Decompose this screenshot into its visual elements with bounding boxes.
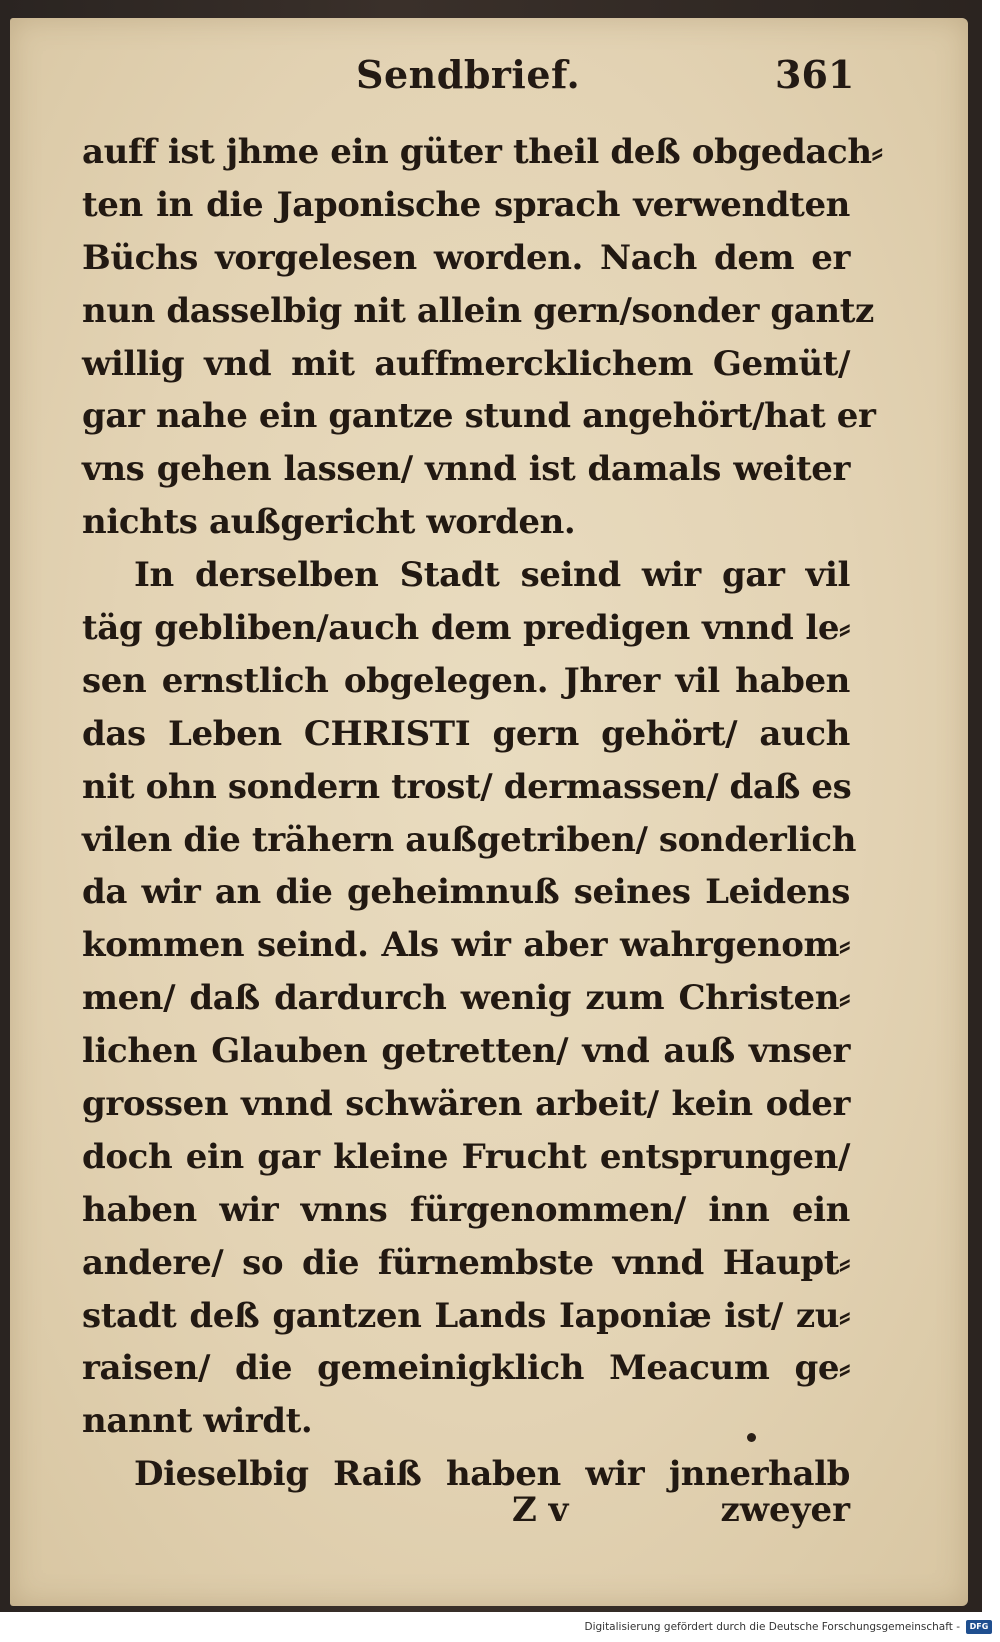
text-line: grossen vnnd schwären arbeit/ kein oder [82,1084,850,1125]
text-line: nannt wirdt. [82,1401,313,1442]
text-line: men/ daß dardurch wenig zum Christen⸗ [82,978,850,1019]
text-line: nichts außgericht worden. [82,502,576,543]
page-number: 361 [775,52,855,97]
text-line: das Leben CHRISTI gern gehört/ auch [82,713,850,754]
text-line: Büchs vorgelesen worden. Nach dem er [82,237,850,278]
running-head: Sendbrief. [356,52,581,97]
text-line: nun dasselbig nit allein gern/sonder gantz [82,290,874,331]
text-line: täg gebliben/auch dem predigen vnnd le⸗ [82,608,850,649]
text-line: haben wir vnns fürgenommen/ inn ein [82,1189,850,1230]
text-line: vilen die trähern außgetriben/ sonderlich [82,819,857,860]
text-line: Dieselbig Raiß haben wir jnnerhalb [134,1454,850,1495]
footer-line [410,1490,850,1542]
text-line: ten in die Japonische sprach verwendten [82,184,850,225]
text-line: doch ein gar kleine Frucht entsprungen/ [82,1136,850,1177]
signature-mark: Z v [512,1490,569,1530]
text-line: da wir an die geheimnuß seines Leidens [82,872,850,913]
catchword: zweyer [720,1490,850,1530]
text-line: kommen seind. Als wir aber wahrgenom⸗ [82,925,850,966]
digitization-credit [584,1618,992,1636]
text-line: willig vnd mit auffmercklichem Gemüt/ [82,343,850,384]
text-line: nit ohn sondern trost/ dermassen/ daß es [82,766,852,807]
text-line: sen ernstlich obgelegen. Jhrer vil haben [82,660,850,701]
text-line: gar nahe ein gantze stund angehört/hat er [82,396,876,437]
page-header [10,52,968,112]
text-line: raisen/ die gemeinigklich Meacum ge⸗ [82,1348,850,1389]
text-line: andere/ so die fürnembste vnnd Haupt⸗ [82,1242,850,1283]
paper-page [10,18,968,1606]
text-line: auff ist jhme ein güter theil deß obgedach⸗ [82,132,883,172]
text-line: vns gehen lassen/ vnnd ist damals weiter [82,449,850,490]
text-line: lichen Glauben getretten/ vnd auß vnser [82,1031,850,1072]
text-line: stadt deß gantzen Lands Iaponiæ ist/ zu⸗ [82,1295,850,1336]
dfg-logo-icon: DFG [966,1620,992,1634]
body-text [82,126,883,1501]
text-line: In derselben Stadt seind wir gar vil [134,555,850,596]
credit-text: Digitalisierung gefördert durch die Deutsche Forschungsgemeinschaft - [584,1621,960,1633]
ink-dot [747,1433,756,1442]
